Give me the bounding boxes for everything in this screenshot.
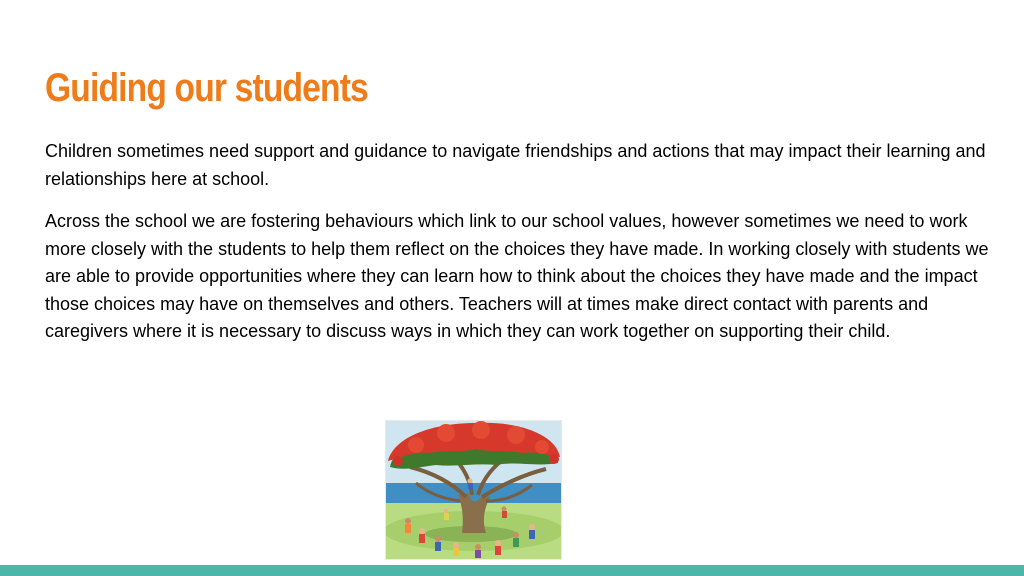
paragraph-details: Across the school we are fostering behaviours which link to our school values, however sometimes we need to work more closely with the students to help them reflect on the choices they have made. In working closely with students we are able to provide opportunities where they can learn how to think about the choices they have made and the impact those choices may have on themselves and others. Teachers will at times make direct contact with parents and caregivers where it is necessary to discuss ways in which they can work together on supporting their child.: [45, 211, 989, 341]
pohutukawa-tree-icon: [386, 421, 561, 559]
paragraph-intro: Children sometimes need support and guidance to navigate friendships and actions that may impact their learning and relationships here at school.: [45, 141, 986, 189]
slide-title: Guiding our students: [45, 66, 368, 110]
bottom-accent-bar: [0, 565, 1024, 576]
slide-body: [45, 138, 990, 361]
tree-illustration: [385, 420, 562, 560]
accent-bar-fill: [0, 565, 1024, 576]
